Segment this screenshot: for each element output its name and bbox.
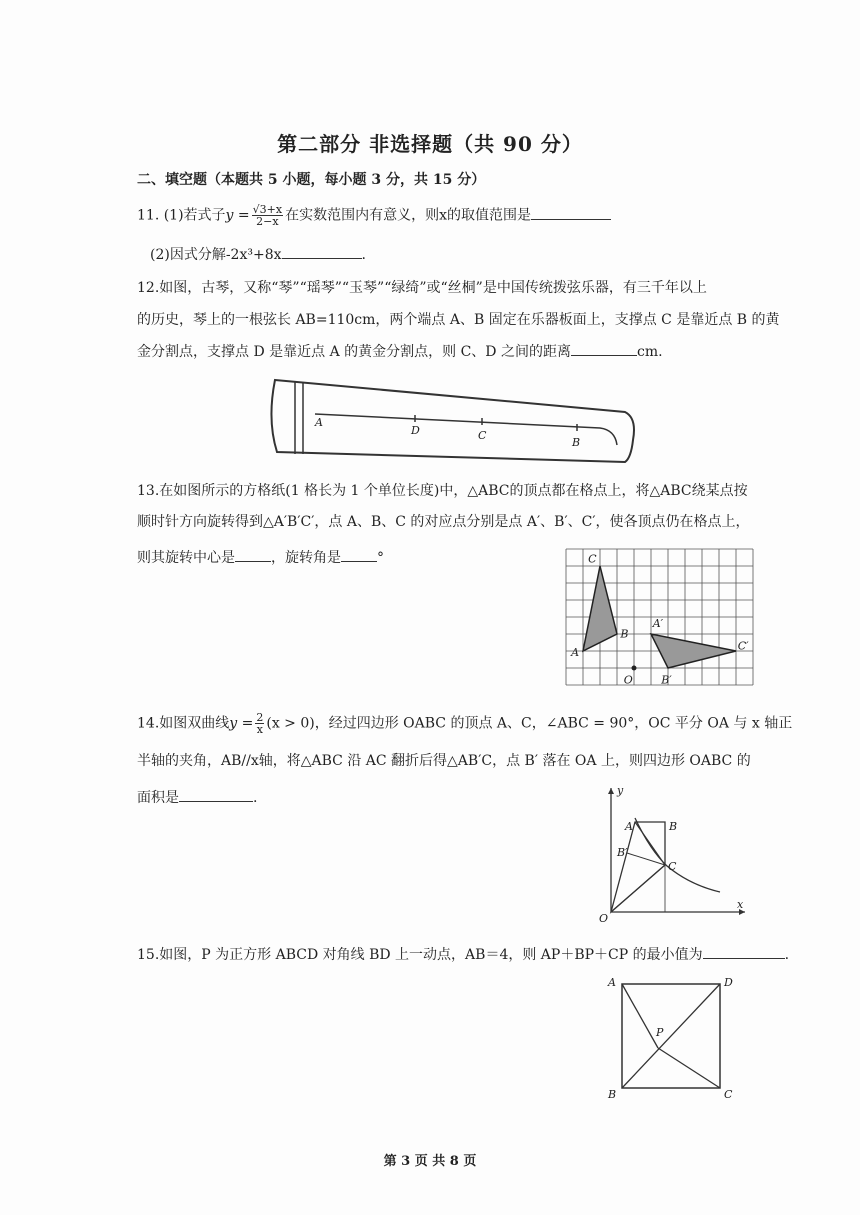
q11-prefix: 11. (1)若式子 (137, 207, 226, 224)
answer-blank[interactable] (179, 787, 253, 802)
q11-y: y = (225, 207, 250, 224)
label-B-prime: B′ (661, 673, 672, 687)
label-C: C (668, 860, 677, 873)
label-A: A (625, 820, 633, 833)
hyperbola-figure (595, 780, 760, 935)
label-y: y (617, 784, 624, 797)
triangle-A1B1C1 (651, 634, 736, 668)
page-title: 第二部分 非选择题（共 90 分） (277, 132, 583, 156)
grid-rotation-figure (562, 545, 762, 685)
question-11-part1 (137, 204, 611, 227)
label-B: B (620, 627, 629, 641)
page-footer: 第 3 页 共 8 页 (383, 1154, 477, 1169)
question-14-line3: 面积是 . (137, 787, 257, 808)
q14-fraction: $\frac{2}{x}$ (256, 711, 264, 736)
answer-blank[interactable] (341, 547, 377, 562)
label-B-prime: B′ (617, 846, 628, 859)
label-A-prime: A′ (652, 617, 664, 631)
question-14-line2: 半轴的夹角，AB//x轴，将△ABC 沿 AC 翻折后得△AB′C，点 B′ 落在 OA 上，则四边形 OABC 的 (137, 753, 751, 769)
answer-blank[interactable] (282, 244, 362, 259)
label-D: D (411, 424, 420, 437)
question-15: 15.如图，P 为正方形 ABCD 对角线 BD 上一动点，AB＝4，则 AP＋BP＋CP 的最小值为 . (137, 944, 789, 965)
question-12-line3: 金分割点，支撑点 D 是靠近点 A 的黄金分割点，则 C、D 之间的距离 cm. (137, 341, 663, 362)
question-12-line1: 12.如图，古琴，又称“琴”“瑶琴”“玉琴”“绿绮”或“丝桐”是中国传统拨弦乐器，有三千年以上 (137, 280, 707, 296)
q11-suffix: 在实数范围内有意义，则x的取值范围是 (285, 207, 531, 224)
label-A: A (571, 646, 580, 660)
label-P: P (656, 1026, 664, 1039)
answer-blank[interactable] (235, 547, 271, 562)
label-C-prime: C′ (737, 639, 749, 653)
triangle-ABC (583, 566, 617, 651)
label-O: O (599, 912, 609, 925)
answer-blank[interactable] (531, 205, 611, 220)
label-A: A (315, 416, 323, 429)
question-11-part2: (2)因式分解-2x³+8x . (150, 244, 366, 265)
question-13-line1: 13.在如图所示的方格纸(1 格长为 1 个单位长度)中，△ABC的顶点都在格点上，将△ABC绕某点按 (137, 483, 748, 499)
label-B: B (608, 1088, 617, 1101)
guqin-figure (265, 370, 645, 470)
label-x: x (737, 898, 744, 911)
square-figure (600, 970, 750, 1110)
label-B: B (572, 436, 581, 449)
label-C: C (478, 429, 487, 442)
point-O (632, 666, 637, 671)
label-C: C (724, 1088, 733, 1101)
section-heading: 二、填空题（本题共 5 小题，每小题 3 分，共 15 分） (137, 172, 486, 188)
label-A: A (608, 976, 616, 989)
label-B: B (669, 820, 678, 833)
question-12-line2: 的历史，琴上的一根弦长 AB=110cm，两个端点 A、B 固定在乐器板面上，支撑点 C 是靠近点 B 的黄 (137, 312, 780, 328)
q11-fraction: $\frac{√3+x}{2-x}$ (252, 203, 283, 228)
label-C: C (588, 552, 597, 566)
question-13-line3: 则其旋转中心是 ，旋转角是 ° (137, 547, 384, 568)
answer-blank[interactable] (703, 944, 785, 959)
label-O: O (623, 673, 633, 687)
question-14-line1: 14.如图双曲线y = $\frac{2}{x}$ (x > 0)，经过四边形 OABC 的顶点 A、C，∠ABC = 90°，OC 平分 OA 与 x 轴正 (137, 711, 793, 736)
answer-blank[interactable] (571, 341, 637, 356)
label-D: D (724, 976, 733, 989)
question-13-line2: 顺时针方向旋转得到△A′B′C′，点 A、B、C 的对应点分别是点 A′、B′、C′，使各顶点仍在格点上， (137, 514, 750, 530)
